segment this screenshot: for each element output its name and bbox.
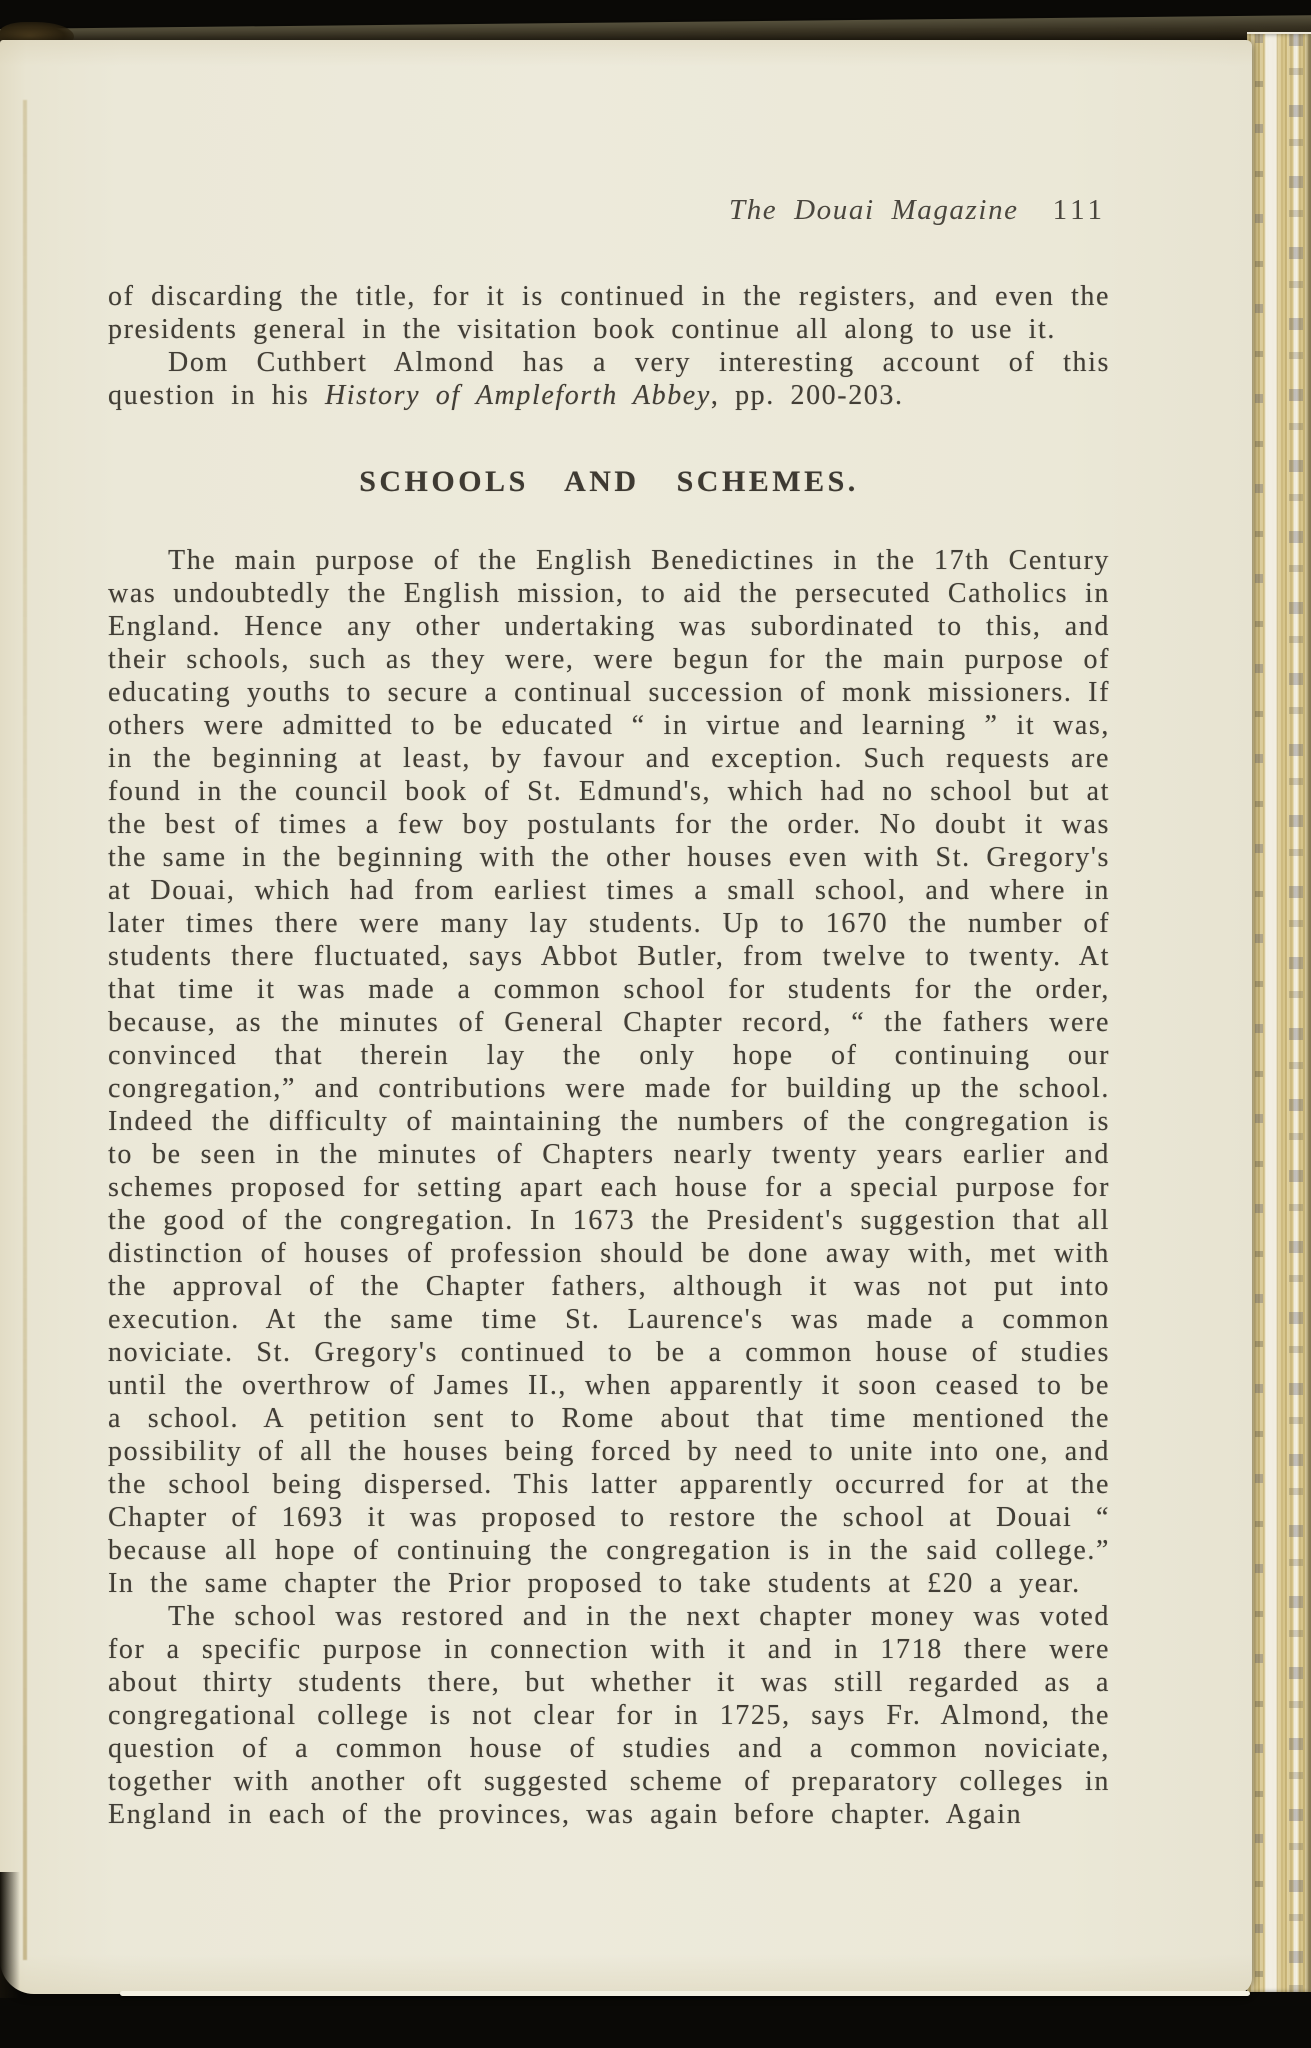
paragraph-school-restored: The school was restored and in the next chapter money was voted for a specific purpose in connection with it and in 1718 there were about thirty students there, but whether it was still regarded as a congregational college is not clear for in 1725, says Fr. Almond, the question of a common house of studies and a common noviciate, together with another oft suggested scheme of preparatory colleges in England in each of the provinces, was again before chapter. Again (108, 1601, 1110, 1830)
paragraph-main-history: The main purpose of the English Benedictines in the 17th Century was undoubtedly the English mission, to aid the persecuted Catholics in England. Hence any other undertaking was subordinated to this, and their schools, such as they were, were begun for the main purpose of educating youths to secure a continual succession of monk missioners. If others were admitted to be educated “ in virtue and learning ” it was, in the beginning at least, by favour and exception. Such requests are found in the council book of St. Edmund's, which had no school but at the best of times a few boy postulants for the order. No doubt it was the same in the beginning with the other houses even with St. Gregory's at Douai, which had from earliest times a small school, and where in later times there were many lay students. Up to 1670 the number of students there fluctuated, says Abbot Butler, from twelve to twenty. At that time it was made a common school for students for the order, because, as the minutes of General Chapter record, “ the fathers were convinced that therein lay the only hope of continuing our congregation,” and contributions were made for building up the school. Indeed the difficulty of maintaining the numbers of the congregation is to be seen in the minutes of Chapters nearly twenty years earlier and schemes proposed for setting apart each house for a special purpose for the good of the congregation. In 1673 the President's suggestion that all distinction of houses of profession should be done away with, met with the approval of the Chapter fathers, although it was not put into execution. At the same time St. Laurence's was made a common noviciate. St. Gregory's continued to be a common house of studies until the overthrow of James II., when apparently it soon ceased to be a school. A petition sent to Rome about that time mentioned the possibility of all the houses being forced by need to unite into one, and the school being dispersed. This latter apparently occurred for at the Chapter of 1693 it was proposed to restore the school at Douai “ because all hope of continuing the congregation is in the said college.” In the same chapter the Prior proposed to take students at £20 a year. (108, 545, 1110, 1599)
fore-edge-page-stack (1247, 32, 1311, 1992)
bottom-left-binding-shadow (0, 1872, 20, 1998)
under-page-edge (120, 1991, 1250, 1996)
almond-text-after: , pp. 200-203. (710, 380, 904, 411)
paragraph-continued-from-previous-page: of discarding the title, for it is continued in the registers, and even the presidents general in the visitation book continue all along to use it. (108, 281, 1110, 345)
book-page (0, 40, 1252, 1994)
page-number: 111 (1052, 194, 1106, 226)
page-gutter-crease (23, 100, 27, 1960)
section-heading: SCHOOLS AND SCHEMES. (359, 465, 859, 498)
text-column (108, 280, 1110, 1831)
paragraph-almond-reference (108, 346, 1110, 412)
book-title-italic: History of Ampleforth Abbey (324, 380, 711, 411)
fore-edge-speckles (1255, 34, 1263, 1992)
fore-edge-speckles (1289, 34, 1303, 1992)
magazine-title: The Douai Magazine (728, 194, 1019, 226)
running-header (729, 190, 1106, 230)
almond-text-before: Dom Cuthbert Almond has a very interesting account of this question in his (108, 347, 1110, 411)
